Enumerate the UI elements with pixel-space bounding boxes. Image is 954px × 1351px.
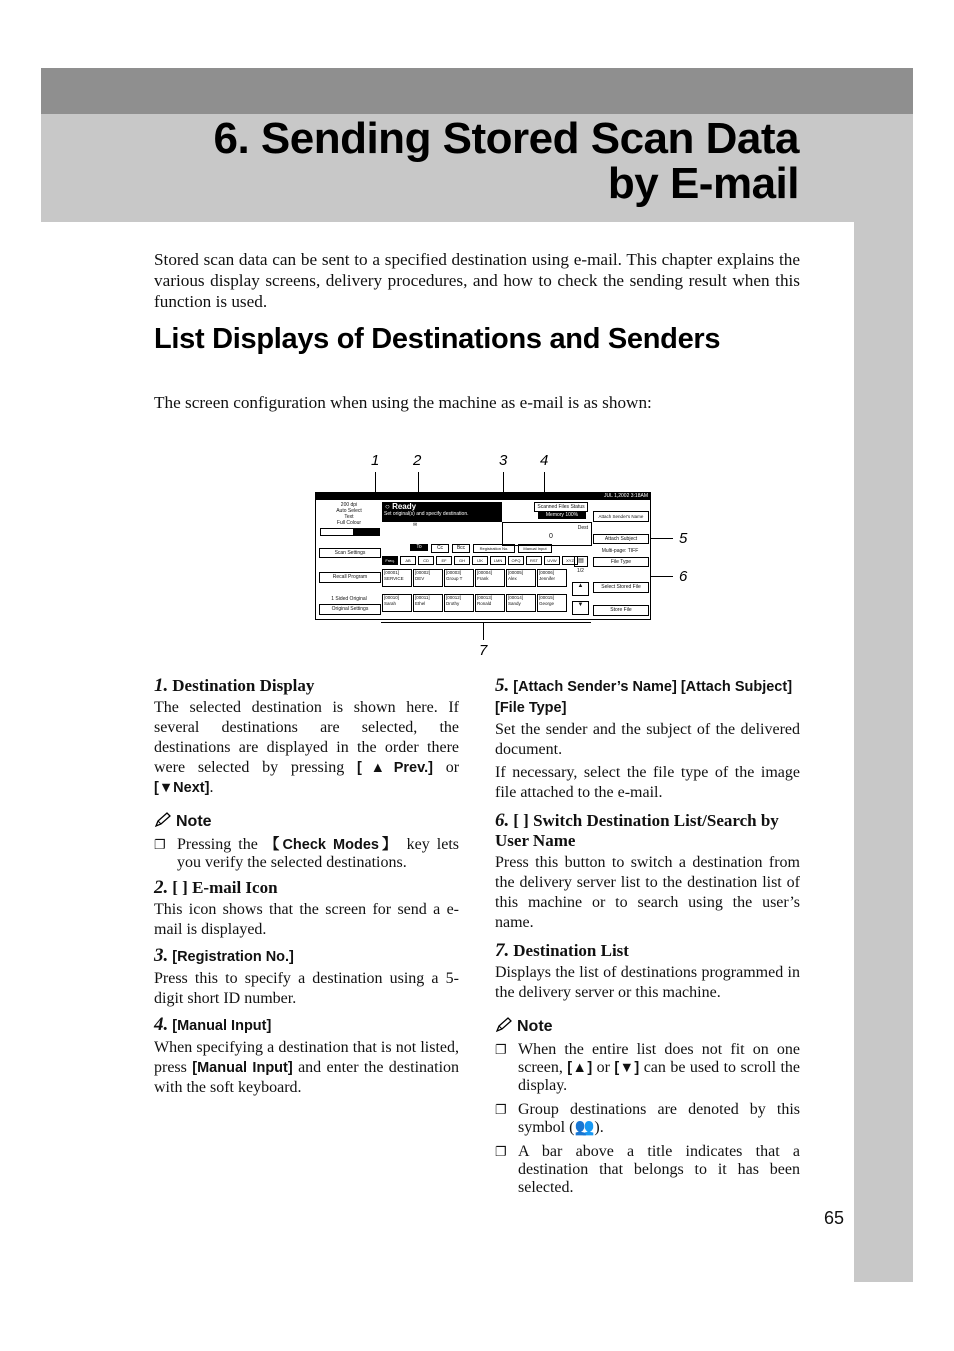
item-5-body-2: If necessary, select the file type of the image file attached to the e-mail.	[495, 764, 800, 801]
tab-cc[interactable]: Cc	[431, 544, 449, 553]
destination-button[interactable]	[506, 594, 536, 612]
section-heading: List Displays of Destinations and Senders	[154, 323, 721, 355]
callout-5: 5	[679, 530, 688, 547]
callout-2: 2	[413, 452, 422, 469]
manual-input-button[interactable]: Manual Input	[518, 544, 552, 553]
item-2-number: 2.	[154, 877, 169, 898]
destination-button[interactable]	[537, 569, 567, 587]
destination-button[interactable]	[382, 594, 412, 612]
destination-button[interactable]	[413, 569, 443, 587]
item-4-heading	[154, 1015, 459, 1036]
index-tab-row	[382, 556, 578, 565]
destination-name: Jennifer	[539, 576, 556, 581]
item-5-body-1: Set the sender and the subject of the delivered document.	[495, 721, 800, 758]
callout-7: 7	[479, 642, 488, 659]
auto-select-text: Auto Select	[336, 508, 362, 514]
select-stored-file-button[interactable]: Select Stored File	[593, 582, 649, 593]
control-panel-screen	[315, 492, 651, 620]
memory-indicator: Memory 100%	[538, 512, 586, 519]
attach-subject-button[interactable]: Attach Subject	[593, 534, 649, 544]
clock-text: JUL 1,2002 3:18AM	[603, 493, 648, 499]
item-4-number: 4.	[154, 1014, 169, 1035]
leader-5	[649, 538, 673, 539]
destination-name: Group T	[446, 576, 463, 581]
note-2-b2-pre: Group destinations are denoted by this symbol (	[518, 1101, 800, 1136]
registration-no-button[interactable]: Registration No.	[473, 544, 515, 553]
screen-top-bar	[316, 493, 650, 500]
item-2-heading	[154, 878, 459, 898]
item-1-text: The selected destination is shown here. If several destinations are selected, the destinations are displayed in the order there were selected by pressing	[154, 699, 459, 776]
destination-field-tabs	[410, 544, 552, 553]
item-7-title: Destination List	[513, 941, 629, 960]
index-tab[interactable]: IJK	[472, 556, 488, 565]
item-6-body: Press this button to switch a destination from the delivery server list to the destination list of this machine or to search using the user’s name.	[495, 854, 800, 931]
destination-id: [00006]	[539, 570, 555, 575]
prev-key: [▲Prev.]	[357, 760, 433, 776]
destination-id: [00011]	[415, 595, 430, 600]
callout-6: 6	[679, 568, 688, 585]
note-1-bullet	[154, 836, 459, 872]
destination-button[interactable]	[413, 594, 443, 612]
item-5-title: [Attach Sender’s Name] [Attach Subject] [File Type]	[495, 679, 793, 716]
manual-input-key: [Manual Input]	[192, 1060, 293, 1076]
attach-sender-name-button[interactable]: Attach Sender's Name	[593, 511, 649, 522]
destination-id: [00012]	[446, 595, 462, 600]
pencil-icon	[154, 812, 172, 828]
destination-id: [00003]	[446, 570, 462, 575]
callout-4: 4	[540, 452, 549, 469]
note-1-pre: Pressing the	[177, 836, 258, 853]
destination-name: Sandy	[508, 601, 521, 606]
item-7-body: Displays the list of destinations programmed in the delivery server or this machine.	[495, 964, 800, 1001]
destination-id: [00002]	[415, 570, 431, 575]
index-tab[interactable]: OPQ	[508, 556, 524, 565]
item-3-heading	[154, 946, 459, 967]
down-key: [▼]	[614, 1060, 640, 1076]
scanned-files-status-button[interactable]: Scanned Files Status	[534, 502, 588, 512]
note-1-post: key lets you verify the selected destinations.	[177, 836, 460, 871]
index-tab[interactable]: GH	[454, 556, 470, 565]
store-file-button[interactable]: Store File	[593, 605, 649, 616]
tab-to[interactable]: To	[410, 544, 428, 551]
item-1-or: or	[445, 759, 460, 776]
chapter-title	[213, 116, 799, 206]
callout-1: 1	[371, 452, 380, 469]
destination-id: [00014]	[508, 595, 524, 600]
item-4-body	[154, 1038, 459, 1098]
section-lead: The screen configuration when using the machine as e-mail is as shown:	[154, 393, 652, 412]
header-dark-band	[41, 68, 913, 114]
destination-id: [00001]	[384, 570, 400, 575]
note-1-heading	[154, 812, 459, 832]
next-key: [▼Next]	[154, 780, 210, 796]
note-1-label: Note	[176, 813, 212, 830]
index-tab[interactable]: RST	[526, 556, 542, 565]
left-column	[154, 676, 459, 1101]
status-text: Ready	[392, 502, 417, 511]
item-5-heading	[495, 676, 800, 718]
status-message: Set original(s) and specify destination.	[384, 511, 469, 517]
resolution-text: 200 dpi	[340, 502, 358, 508]
destination-name: Sarah	[384, 601, 397, 606]
item-5-number: 5.	[495, 675, 510, 696]
index-tab[interactable]: XYZ	[562, 556, 578, 565]
file-type-button[interactable]: File Type	[593, 557, 649, 567]
dest-count: 0	[549, 533, 553, 540]
side-thumb-band	[854, 222, 913, 1282]
destination-id: [00015]	[539, 595, 555, 600]
destination-button[interactable]	[444, 569, 474, 587]
destination-id: [00004]	[477, 570, 493, 575]
index-tab[interactable]: UVW	[544, 556, 560, 565]
destination-button[interactable]	[506, 569, 536, 587]
callout-3: 3	[499, 452, 508, 469]
item-1-end: .	[209, 779, 214, 796]
multipage-text: Multi-page: TIFF	[601, 548, 639, 554]
item-3-title: [Registration No.]	[172, 949, 294, 965]
scroll-down-button[interactable]: ▼	[572, 601, 589, 615]
note-2-heading	[495, 1017, 800, 1037]
original-mode-text: 1 Sided Original	[331, 596, 367, 602]
right-column	[495, 676, 800, 1203]
index-tab[interactable]: CD	[418, 556, 434, 565]
scroll-up-button[interactable]: ▲	[572, 582, 589, 596]
density-bar[interactable]	[320, 528, 380, 536]
destination-row-1	[382, 569, 567, 587]
destination-button[interactable]	[475, 569, 505, 587]
item-7-heading	[495, 941, 800, 961]
destination-name: Drothy	[446, 601, 460, 606]
scan-mode-panel	[318, 502, 380, 526]
index-tab[interactable]: LMN	[490, 556, 506, 565]
leader-7-bracket	[381, 622, 591, 623]
page-indicator: 1/2	[577, 568, 584, 574]
status-area	[382, 502, 502, 522]
switch-list-icon[interactable]: ▤	[574, 556, 588, 567]
item-1-title: Destination Display	[172, 676, 315, 695]
text-mode-text: Text	[344, 514, 354, 520]
note-2-label: Note	[517, 1018, 553, 1035]
note-2-b1-post: can be used to scroll the display.	[518, 1059, 801, 1094]
pencil-icon	[495, 1017, 513, 1033]
destination-id: [00010]	[384, 595, 400, 600]
item-1-body	[154, 698, 459, 798]
index-tab[interactable]: AB	[400, 556, 416, 565]
destination-button[interactable]	[382, 569, 412, 587]
index-tab[interactable]: EF	[436, 556, 452, 565]
group-icon: 👥	[574, 1119, 595, 1136]
email-icon: ✉	[413, 522, 418, 528]
note-2-bullet-3: ❐ A bar above a title indicates that a destination that belongs to it has been selected.	[495, 1143, 800, 1197]
destination-name: Ethel	[415, 601, 426, 606]
page-number: 65	[824, 1208, 845, 1228]
destination-button[interactable]	[537, 594, 567, 612]
tab-bcc[interactable]: Bcc	[452, 544, 470, 553]
original-settings-button[interactable]: Original Settings	[319, 604, 381, 615]
item-6-heading	[495, 811, 800, 851]
item-1-heading	[154, 676, 459, 696]
item-7-number: 7.	[495, 940, 510, 961]
item-4-text-b: and enter the destination with the soft keyboard.	[154, 1059, 460, 1096]
leader-7	[483, 622, 484, 640]
colour-mode-text: Full Colour	[336, 520, 362, 526]
item-4-title: [Manual Input]	[172, 1018, 272, 1034]
up-key: [▲]	[567, 1060, 593, 1076]
destination-name: Ronald	[477, 601, 492, 606]
note-2-b1-or: or	[596, 1059, 610, 1076]
destination-name: George	[539, 601, 555, 606]
status-ready: ○ Ready	[385, 502, 417, 511]
item-3-number: 3.	[154, 945, 169, 966]
destination-name: DEV	[415, 576, 425, 581]
item-6-title: [ ] Switch Destination List/Search by User Name	[495, 811, 779, 850]
destination-name: Alex	[508, 576, 517, 581]
item-6-number: 6.	[495, 810, 510, 831]
scan-settings-button[interactable]: Scan Settings	[319, 548, 381, 558]
note-2-b2-post: ).	[594, 1119, 604, 1136]
chapter-title-line1: 6. Sending Stored Scan Data	[213, 114, 799, 163]
note-2-bullet-1	[495, 1041, 800, 1095]
index-tab[interactable]: Freq.	[382, 556, 398, 565]
recall-program-button[interactable]: Recall Program	[319, 572, 381, 583]
destination-name: Frank	[477, 576, 489, 581]
check-modes-key: 【Check Modes】	[264, 837, 400, 853]
destination-name: SERVICE	[384, 576, 404, 581]
chapter-title-line2: by E-mail	[607, 159, 799, 208]
item-3-body: Press this to specify a destination using a 5-digit short ID number.	[154, 970, 459, 1007]
note-2-b1-pre: When the entire list does not fit on one screen,	[518, 1041, 800, 1076]
item-2-title: [ ] E-mail Icon	[172, 878, 278, 897]
intro-paragraph: Stored scan data can be sent to a specified destination using e-mail. This chapter explains the various display screens, delivery procedures, and how to check the sending result when this function is used.	[154, 250, 800, 311]
destination-id: [00013]	[477, 595, 493, 600]
item-2-body: This icon shows that the screen for send a e-mail is displayed.	[154, 901, 459, 938]
destination-row-2	[382, 594, 567, 612]
destination-button[interactable]	[475, 594, 505, 612]
destination-button[interactable]	[444, 594, 474, 612]
dest-label: Dest	[577, 525, 588, 531]
item-4-text-a: When specifying a destination that is not listed, press	[154, 1039, 459, 1076]
destination-id: [00005]	[508, 570, 524, 575]
note-2-bullet-2	[495, 1101, 800, 1137]
destination-display	[502, 522, 592, 546]
item-1-number: 1.	[154, 675, 169, 696]
